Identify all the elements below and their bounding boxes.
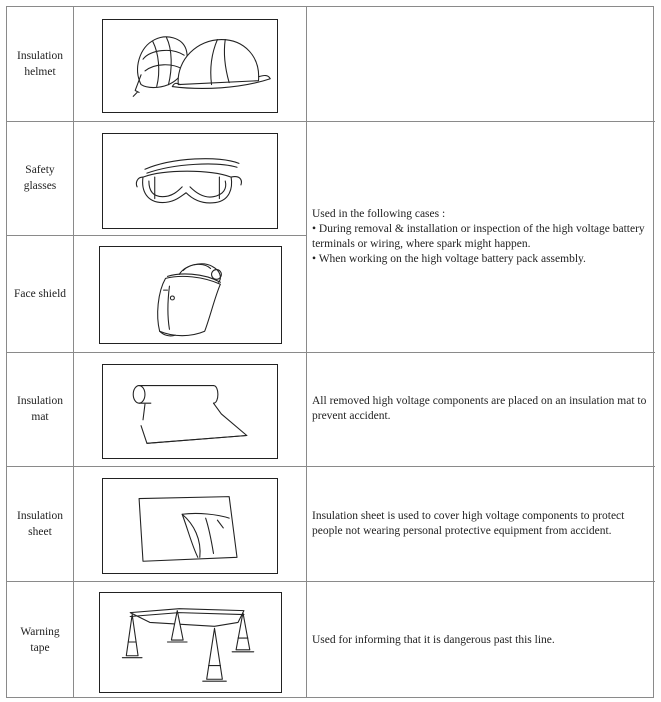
insulation-sheet-icon [102, 478, 278, 574]
insulation-mat-icon [102, 364, 278, 459]
safety-glasses-icon [102, 133, 278, 229]
description-cell [312, 121, 650, 352]
equipment-name: Insulation mat [17, 395, 63, 423]
description-cell [312, 466, 650, 581]
equipment-name: Insulation sheet [17, 509, 63, 538]
face-shield-icon [99, 246, 282, 344]
equipment-name-cell [7, 352, 73, 466]
description-text: Used in the following cases : • During removal & installation or inspection of the high voltage battery terminals or wiring, where spark might happen. • When working on the high voltage battery pack assembly. [312, 207, 645, 265]
warning-tape-icon [99, 592, 282, 693]
equipment-name-cell [7, 7, 73, 121]
description-text: Insulation sheet is used to cover high voltage components to protect people not wearing personal protective equipment from accident. [312, 509, 625, 537]
safety-equipment-table [6, 6, 654, 698]
equipment-name-cell [7, 121, 73, 235]
description-text: All removed high voltage components are placed on an insulation mat to prevent accident. [312, 395, 647, 422]
equipment-name: Face shield [13, 287, 67, 300]
equipment-name: Safety glasses [23, 164, 57, 192]
description-text: Used for informing that it is dangerous past this line. [312, 633, 555, 646]
equipment-name: Warning tape [20, 626, 60, 654]
equipment-name: Insulation helmet [17, 50, 63, 78]
equipment-name-cell [7, 235, 73, 352]
description-cell [312, 581, 650, 699]
equipment-name-cell [7, 466, 73, 581]
insulation-helmet-icon [102, 19, 278, 113]
description-cell [312, 352, 650, 466]
equipment-name-cell [7, 581, 73, 699]
